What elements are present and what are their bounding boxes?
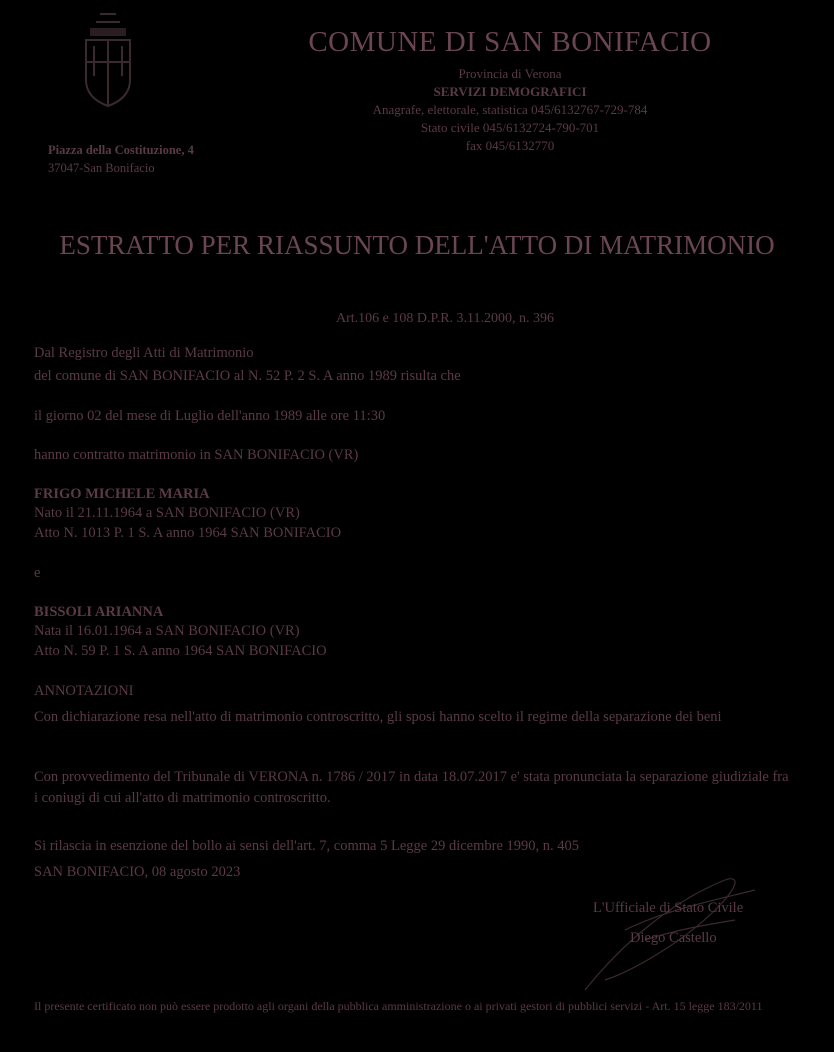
- officer-name: Diego Castello: [630, 930, 717, 946]
- place-line: hanno contratto matrimonio in SAN BONIFACIO (VR): [34, 447, 359, 463]
- officer-title: L'Ufficiale di Stato Civile: [593, 900, 744, 916]
- legal-reference: Art.106 e 108 D.P.R. 3.11.2000, n. 396: [335, 311, 555, 326]
- fax-number: fax 045/6132770: [465, 138, 555, 153]
- spouse1-name: FRIGO MICHELE MARIA: [34, 486, 210, 502]
- conjunction: e: [34, 565, 41, 581]
- anagrafe-phone: Anagrafe, elettorale, statistica 045/6132767-729-784: [372, 102, 648, 117]
- footer-note: Il presente certificato non può essere prodotto agli organi della pubblica amministrazione o ai privati gestori di pubblici servizi - Art. 15 legge 183/2011: [34, 999, 763, 1013]
- stato-civile-phone: Stato civile 045/6132724-790-701: [420, 120, 600, 135]
- comune-line: del comune di SAN BONIFACIO al N. 52 P. 2 S. A anno 1989 risulta che: [34, 368, 461, 384]
- annotazioni-heading: ANNOTAZIONI: [34, 683, 134, 699]
- spouse1-birth: Nato il 21.11.1964 a SAN BONIFACIO (VR): [34, 505, 300, 521]
- spouse2-birth: Nata il 16.01.1964 a SAN BONIFACIO (VR): [34, 623, 300, 639]
- comune-title: COMUNE DI SAN BONIFACIO: [308, 26, 712, 58]
- place-date: SAN BONIFACIO, 08 agosto 2023: [34, 864, 241, 880]
- address-city: 37047-San Bonifacio: [48, 161, 155, 175]
- spouse2-name: BISSOLI ARIANNA: [34, 604, 164, 620]
- provincia: Provincia di Verona: [458, 66, 562, 81]
- spouse1-act: Atto N. 1013 P. 1 S. A anno 1964 SAN BONIFACIO: [34, 525, 342, 541]
- spouse2-act: Atto N. 59 P. 1 S. A anno 1964 SAN BONIFACIO: [34, 643, 327, 659]
- annotation-2: Con provvedimento del Tribunale di VERONA n. 1786 / 2017 in data 18.07.2017 e' stata pronunciata la separazione giudiziale fra i coniugi di cui all'atto di matrimonio controscritto.: [34, 769, 789, 806]
- document-title: ESTRATTO PER RIASSUNTO DELL'ATTO DI MATRIMONIO: [59, 230, 775, 260]
- annotation-1: Con dichiarazione resa nell'atto di matrimonio controscritto, gli sposi hanno scelto il regime della separazione dei beni: [34, 709, 722, 725]
- esenzione-line: Si rilascia in esenzione del bollo ai sensi dell'art. 7, comma 5 Legge 29 dicembre 1990, n. 405: [34, 838, 580, 854]
- date-line: il giorno 02 del mese di Luglio dell'anno 1989 alle ore 11:30: [34, 408, 386, 424]
- address-street: Piazza della Costituzione, 4: [48, 143, 194, 157]
- servizi-demografici: SERVIZI DEMOGRAFICI: [433, 84, 587, 99]
- registro-line: Dal Registro degli Atti di Matrimonio: [34, 345, 254, 361]
